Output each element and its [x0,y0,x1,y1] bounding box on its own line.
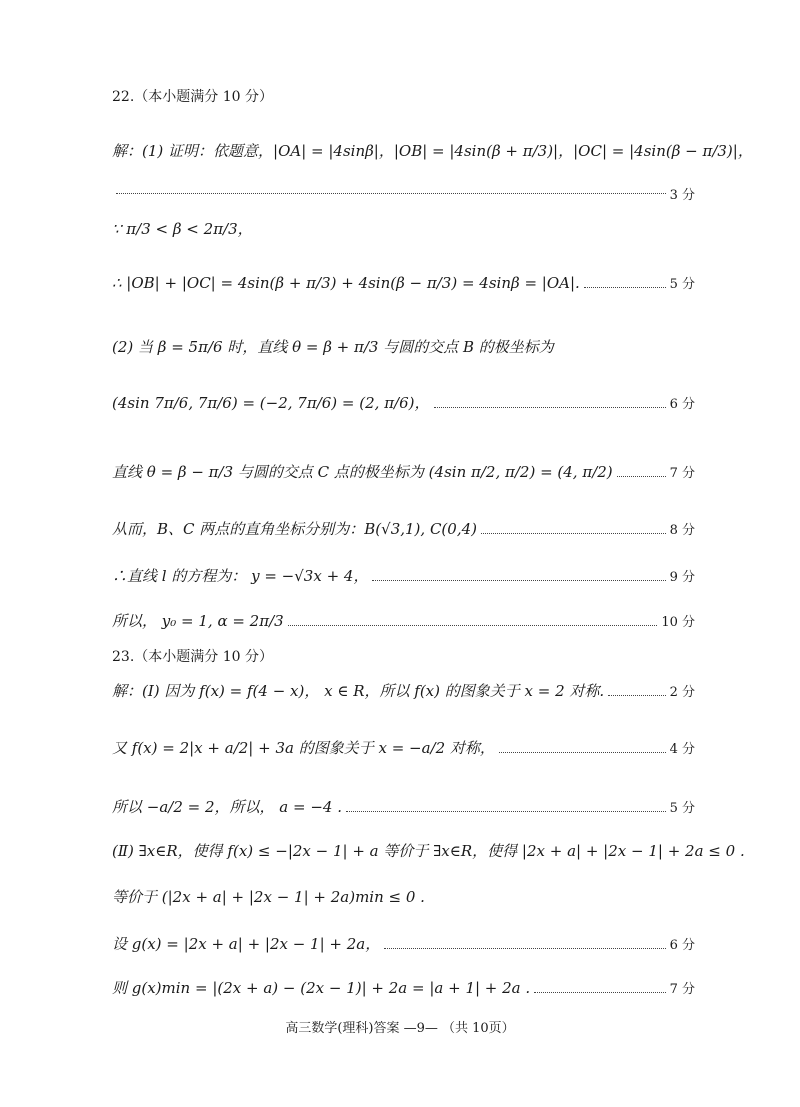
q23-symmetry-line: 又 f(x) = 2|x + a/2| + 3a 的图象关于 x = −a/2 对称， 4 分 [112,739,695,757]
score-label: 6 分 [669,938,695,953]
dot-leader [534,992,665,993]
score-label: 10 分 [661,615,695,630]
q23-header: 23.（本小题满分 10 分） [112,649,273,665]
q22-cartesian-line: 从而，B、C 两点的直角坐标分别为：B(√3,1), C(0,4) 8 分 [112,520,695,538]
q22-score-row-1 [112,184,695,203]
dot-leader [384,948,665,949]
score-label: 6 分 [669,397,695,412]
q22-header: 22.（本小题满分 10 分） [112,89,273,105]
score-label: 2 分 [669,685,695,700]
score-label: 5 分 [669,277,695,292]
dot-leader [372,580,665,581]
q23-g-def-line: 设 g(x) = |2x + a| + |2x − 1| + 2a， 6 分 [112,935,695,953]
q22-conclusion-line: 所以， y₀ = 1, α = 2π/3 10 分 [112,612,695,630]
score-label: 7 分 [669,466,695,481]
score-label: 8 分 [669,523,695,538]
dot-leader [584,287,666,288]
q23-equivalence-line: 等价于 (|2x + a| + |2x − 1| + 2a)min ≤ 0 . [112,888,425,906]
q22-part2-line: (2) 当 β = 5π/6 时，直线 θ = β + π/3 与圆的交点 B 的极坐标为 [112,338,554,356]
q22-point-c-line: 直线 θ = β − π/3 与圆的交点 C 点的极坐标为 (4sin π/2, π/2) = (4, π/2) 7 分 [112,463,695,481]
score-label: 7 分 [669,982,695,997]
score-label: 5 分 [669,801,695,816]
q23-a-value-line: 所以 −a/2 = 2，所以， a = −4 . 5 分 [112,798,695,816]
score-label: 4 分 [669,742,695,757]
score-label: 3 分 [669,188,695,203]
score-label: 9 分 [669,570,695,585]
dot-leader [288,625,658,626]
q22-proof-line: 解：(1) 证明：依题意，|OA| = |4sinβ|，|OB| = |4sin(β + π/3)|，|OC| = |4sin(β − π/3)|， [112,142,753,160]
q22-condition-line: ∵ π/3 < β < 2π/3， [112,220,253,238]
dot-leader [116,193,666,194]
dot-leader [608,695,665,696]
dot-leader [481,533,666,534]
dot-leader [499,752,666,753]
page-footer: 高三数学(理科)答案 —9— （共 10页） [285,1021,515,1036]
q23-part2-line: (Ⅱ) ∃x∈R，使得 f(x) ≤ −|2x − 1| + a 等价于 ∃x∈R，使得 |2x + a| + |2x − 1| + 2a ≤ 0 . [112,842,745,860]
dot-leader [346,811,666,812]
q22-sum-line: ∴ |OB| + |OC| = 4sin(β + π/3) + 4sin(β − π/3) = 4sinβ = |OA|. 5 分 [112,273,695,292]
q23-part1-line: 解：(Ⅰ) 因为 f(x) = f(4 − x)， x ∈ R，所以 f(x) 的图象关于 x = 2 对称. 2 分 [112,682,695,700]
q23-g-min-line: 则 g(x)min = |(2x + a) − (2x − 1)| + 2a = |a + 1| + 2a . 7 分 [112,979,695,997]
dot-leader [434,407,666,408]
q22-line-equation: ∴直线 l 的方程为： y = −√3x + 4， 9 分 [112,567,695,585]
dot-leader [617,476,666,477]
q22-point-b-line: (4sin 7π/6, 7π/6) = (−2, 7π/6) = (2, π/6)， 6 分 [112,394,695,412]
